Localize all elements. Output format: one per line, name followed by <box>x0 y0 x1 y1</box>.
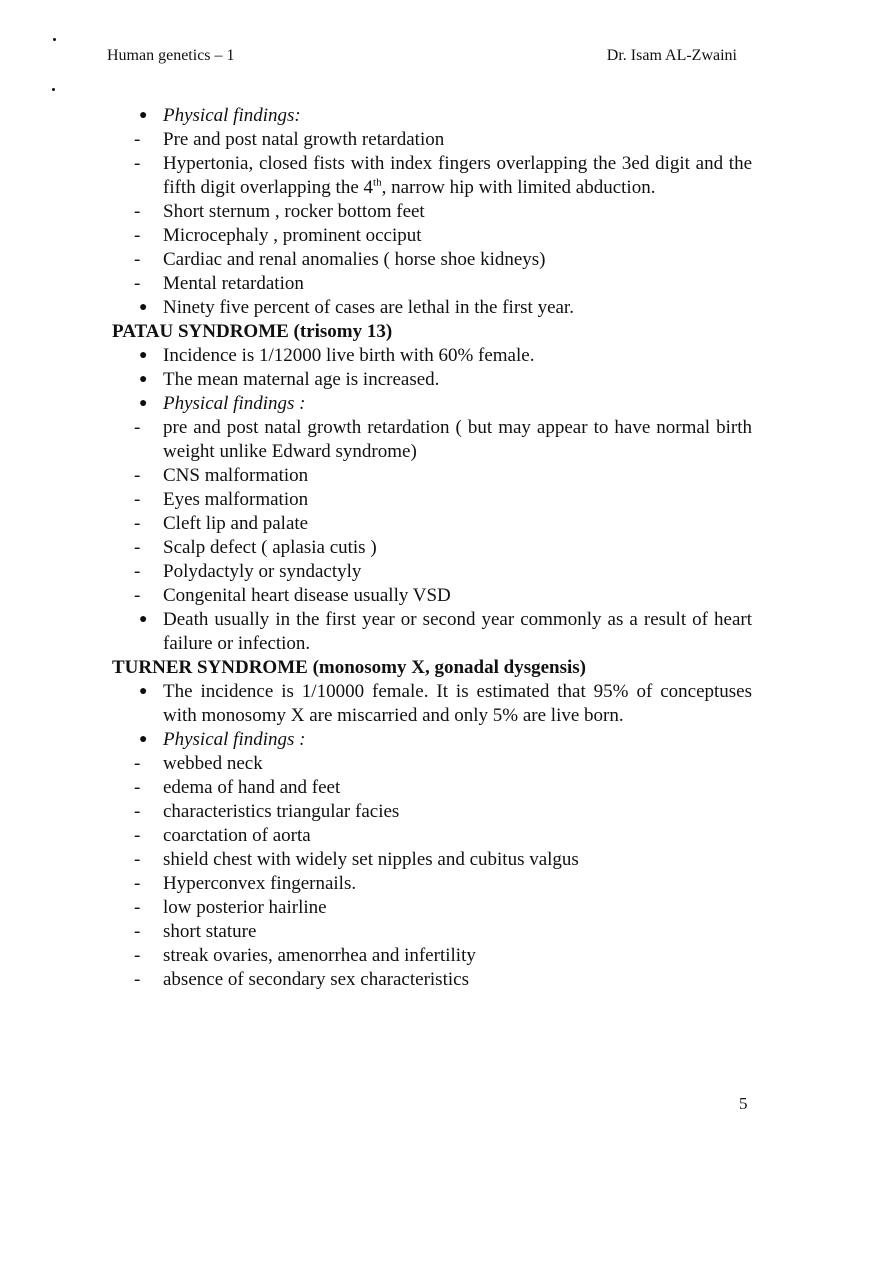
list-item: - Pre and post natal growth retardation <box>134 129 445 150</box>
list-item: - Polydactyly or syndactyly <box>134 561 362 582</box>
dash-marker: - <box>134 417 141 438</box>
page-content <box>112 104 752 992</box>
list-item <box>112 104 752 128</box>
dash-marker: - <box>134 897 141 918</box>
list-item: ● The mean maternal age is increased. <box>139 369 440 390</box>
list-item: - Hyperconvex fingernails. <box>134 873 357 894</box>
physical-findings-label: Physical findings : <box>163 393 306 414</box>
section-heading-patau: PATAU SYNDROME (trisomy 13) <box>112 321 393 342</box>
scan-speck <box>53 38 56 41</box>
list-item: - streak ovaries, amenorrhea and infertility <box>134 945 476 966</box>
list-item: - Hypertonia, closed fists with index fingers overlapping the 3ed digit and the fifth digit overlapping the 4th, narrow hip with limited abduction. <box>134 153 752 198</box>
list-item: - CNS malformation <box>134 465 309 486</box>
list-item: - absence of secondary sex characteristics <box>134 969 469 990</box>
list-item <box>112 392 752 416</box>
dash-marker: - <box>134 489 141 510</box>
list-item: - edema of hand and feet <box>134 777 341 798</box>
dash-marker: - <box>134 561 141 582</box>
list-item <box>112 728 752 752</box>
dash-marker: - <box>134 129 141 150</box>
list-item: - Scalp defect ( aplasia cutis ) <box>134 537 377 558</box>
list-item: ● The incidence is 1/10000 female. It is estimated that 95% of conceptuses with monosomy X are miscarried and only 5% are live born. <box>139 681 752 726</box>
list-item: - characteristics triangular facies <box>134 801 400 822</box>
header-right: Dr. Isam AL-Zwaini <box>606 47 737 64</box>
bullet-marker: ● <box>139 348 148 363</box>
list-item: ● Incidence is 1/12000 live birth with 60% female. <box>139 345 535 366</box>
list-item: - low posterior hairline <box>134 897 327 918</box>
dash-marker: - <box>134 249 141 270</box>
list-item: - Cleft lip and palate <box>134 513 309 534</box>
physical-findings-label: Physical findings : <box>163 729 306 750</box>
header-left: Human genetics – 1 <box>107 47 235 64</box>
dash-marker: - <box>134 513 141 534</box>
dash-marker: - <box>134 849 141 870</box>
bullet-marker: ● <box>139 684 148 699</box>
bullet-marker: ● <box>139 396 148 411</box>
dash-marker: - <box>134 153 141 174</box>
dash-marker: - <box>134 225 141 246</box>
bullet-marker: ● <box>139 732 148 747</box>
page-number: 5 <box>739 1094 748 1113</box>
list-item: - coarctation of aorta <box>134 825 311 846</box>
dash-marker: - <box>134 273 141 294</box>
list-item: - Congenital heart disease usually VSD <box>134 585 451 606</box>
list-item: - Cardiac and renal anomalies ( horse shoe kidneys) <box>134 249 546 270</box>
dash-marker: - <box>134 777 141 798</box>
list-item: - Microcephaly , prominent occiput <box>134 225 422 246</box>
list-item: - webbed neck <box>134 753 263 774</box>
bullet-marker: ● <box>139 612 148 627</box>
dash-marker: - <box>134 921 141 942</box>
section-heading-turner: TURNER SYNDROME (monosomy X, gonadal dysgensis) <box>112 657 586 678</box>
bullet-marker: ● <box>139 300 148 315</box>
bullet-marker: ● <box>139 372 148 387</box>
list-item: ● Ninety five percent of cases are lethal in the first year. <box>139 297 574 318</box>
list-item: - short stature <box>134 921 257 942</box>
dash-marker: - <box>134 801 141 822</box>
dash-marker: - <box>134 585 141 606</box>
dash-marker: - <box>134 945 141 966</box>
list-item: - Short sternum , rocker bottom feet <box>134 201 425 222</box>
list-item: - pre and post natal growth retardation ( but may appear to have normal birth weight unlike Edward syndrome) <box>134 417 752 462</box>
physical-findings-label: Physical findings: <box>163 105 301 126</box>
dash-marker: - <box>134 201 141 222</box>
dash-marker: - <box>134 969 141 990</box>
dash-marker: - <box>134 465 141 486</box>
dash-marker: - <box>134 873 141 894</box>
list-item: - shield chest with widely set nipples and cubitus valgus <box>134 849 579 870</box>
list-item: - Eyes malformation <box>134 489 309 510</box>
bullet-marker: ● <box>139 108 148 123</box>
list-item: - Mental retardation <box>134 273 304 294</box>
dash-marker: - <box>134 825 141 846</box>
dash-marker: - <box>134 753 141 774</box>
dash-marker: - <box>134 537 141 558</box>
list-item: ● Death usually in the first year or second year commonly as a result of heart failure or infection. <box>139 609 752 654</box>
scan-speck <box>52 88 55 91</box>
